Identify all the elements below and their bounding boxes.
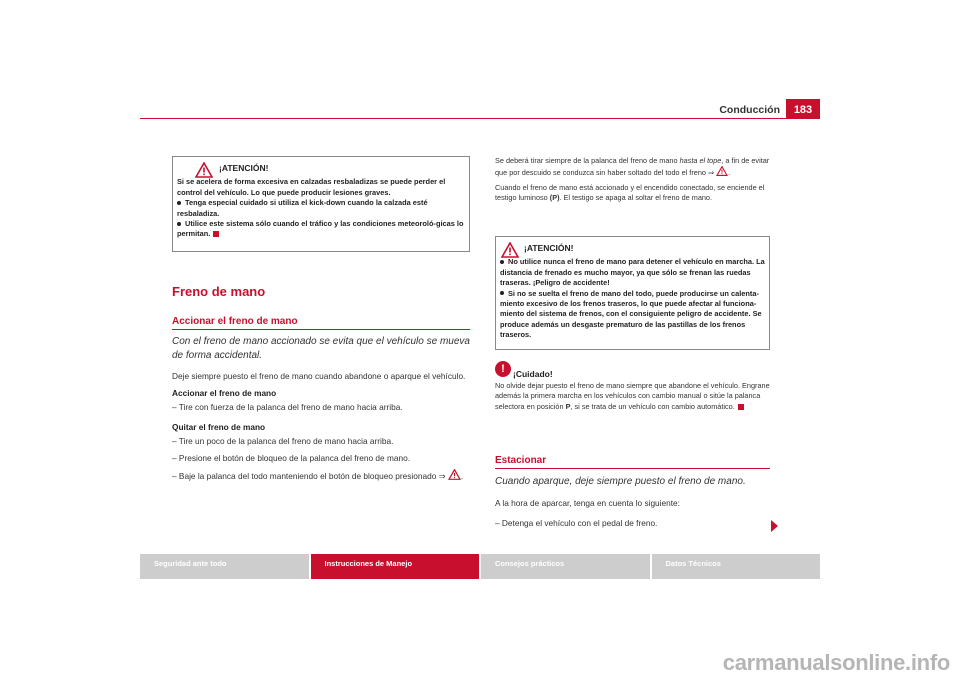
end-of-section-icon (738, 404, 744, 410)
intro-paragraph: Deje siempre puesto el freno de mano cuando abandone o aparque el vehículo. (172, 371, 466, 381)
tab-operating-instructions[interactable]: Instrucciones de Manejo (311, 554, 480, 579)
tab-practical-tips[interactable]: Consejos prácticos (481, 554, 650, 579)
warning-title: ¡ATENCIÓN! (219, 163, 269, 173)
lead-text: Con el freno de mano accionado se evita que el vehículo se mueva de forma accidental. (172, 336, 470, 361)
warning-box-2 (495, 236, 770, 350)
caution-icon: ! (495, 361, 511, 377)
warning-bullet: No utilice nunca el freno de mano para detener el vehículo en marcha. La distancia de frenado es mucho mayor, ya que sólo se frenan las ruedas traseras. ¡Peligro de accidente! (500, 257, 765, 288)
next-page-arrow-icon[interactable] (771, 520, 778, 532)
release-step: – Baje la palanca del todo manteniendo el botón de bloqueo presionado ⇒ . (172, 471, 464, 481)
parking-body (495, 497, 770, 534)
tab-technical-data[interactable]: Datos Técnicos (652, 554, 821, 579)
release-step: – Presione el botón de bloqueo de la palanca del freno de mano. (172, 453, 411, 463)
bullet-icon (177, 222, 181, 226)
parking-brake-lamp-icon: (P) (549, 193, 560, 203)
apply-step: – Tire con fuerza de la palanca del freno de mano hacia arriba. (172, 402, 403, 412)
apply-label: Accionar el freno de mano (172, 388, 277, 398)
caution-title: ¡Cuidado! (513, 369, 553, 379)
warning-bullet: Si no se suelta el freno de mano del todo, puede producirse un calenta-miento excesivo de los frenos traseros, lo que puede afectar al funciona-miento del sistema de frenos, con el consiguiente peligro de accidente. Se produce además un desgaste prematuro de las pastillas de los frenos traseros. (500, 288, 762, 340)
paragraph: Se deberá tirar siempre de la palanca del freno de mano hasta el tope, a fin de evitar que por descuido se conduzca sin haber soltado del todo el freno ⇒ . (495, 156, 770, 178)
parking-step: – Detenga el vehículo con el pedal de freno. (495, 518, 658, 528)
bullet-icon (500, 260, 504, 264)
right-column-text (495, 156, 770, 208)
warning-bullet: Tenga especial cuidado si utiliza el kick-down cuando la calzada esté resbaladiza. (177, 198, 428, 218)
header-divider (140, 118, 820, 119)
warning-triangle-icon (195, 162, 213, 178)
release-step: – Tire un poco de la palanca del freno de mano hacia arriba. (172, 436, 394, 446)
caution-text: No olvide dejar puesto el freno de mano siempre que abandone el vehículo. Engrane además la primera marcha en los vehículos con cambio manual o sitúe la palanca selectora en posición P, si se trata de un vehículo con cambio automático. (495, 381, 770, 411)
bullet-icon (500, 291, 504, 295)
warning-bullet: Utilice este sistema sólo cuando el tráfico y las condiciones meteoroló-gicas lo permitan. (177, 219, 464, 239)
warning-triangle-icon (501, 242, 519, 258)
intro-paragraph: A la hora de aparcar, tenga en cuenta lo siguiente: (495, 498, 680, 508)
lead-text: Cuando aparque, deje siempre puesto el freno de mano. (495, 476, 746, 487)
subsection-divider (172, 329, 470, 330)
warning-box-1 (172, 156, 470, 252)
warning-triangle-icon (716, 166, 728, 176)
page-number: 183 (786, 99, 820, 119)
section-title: Freno de mano (172, 284, 266, 299)
subsection-title: Accionar el freno de mano (172, 316, 298, 327)
warning-text: Si se acelera de forma excesiva en calzadas resbaladizas se puede perder el control del vehículo. Lo que puede producir lesiones graves. (177, 177, 446, 197)
release-label: Quitar el freno de mano (172, 422, 266, 432)
tab-safety[interactable]: Seguridad ante todo (140, 554, 309, 579)
watermark: carmanualsonline.info (722, 650, 950, 675)
subsection-title: Estacionar (495, 455, 547, 466)
section-body (172, 370, 470, 487)
chapter-title: Conducción (719, 104, 780, 116)
end-of-section-icon (213, 231, 219, 237)
warning-triangle-icon (448, 469, 461, 480)
warning-title: ¡ATENCIÓN! (524, 243, 574, 253)
footer-nav (140, 554, 820, 579)
subsection-divider (495, 468, 770, 469)
paragraph: Cuando el freno de mano está accionado y el encendido conectado, se enciende el testigo luminoso (P). El testigo se apaga al soltar el freno de mano. (495, 182, 765, 203)
bullet-icon (177, 201, 181, 205)
